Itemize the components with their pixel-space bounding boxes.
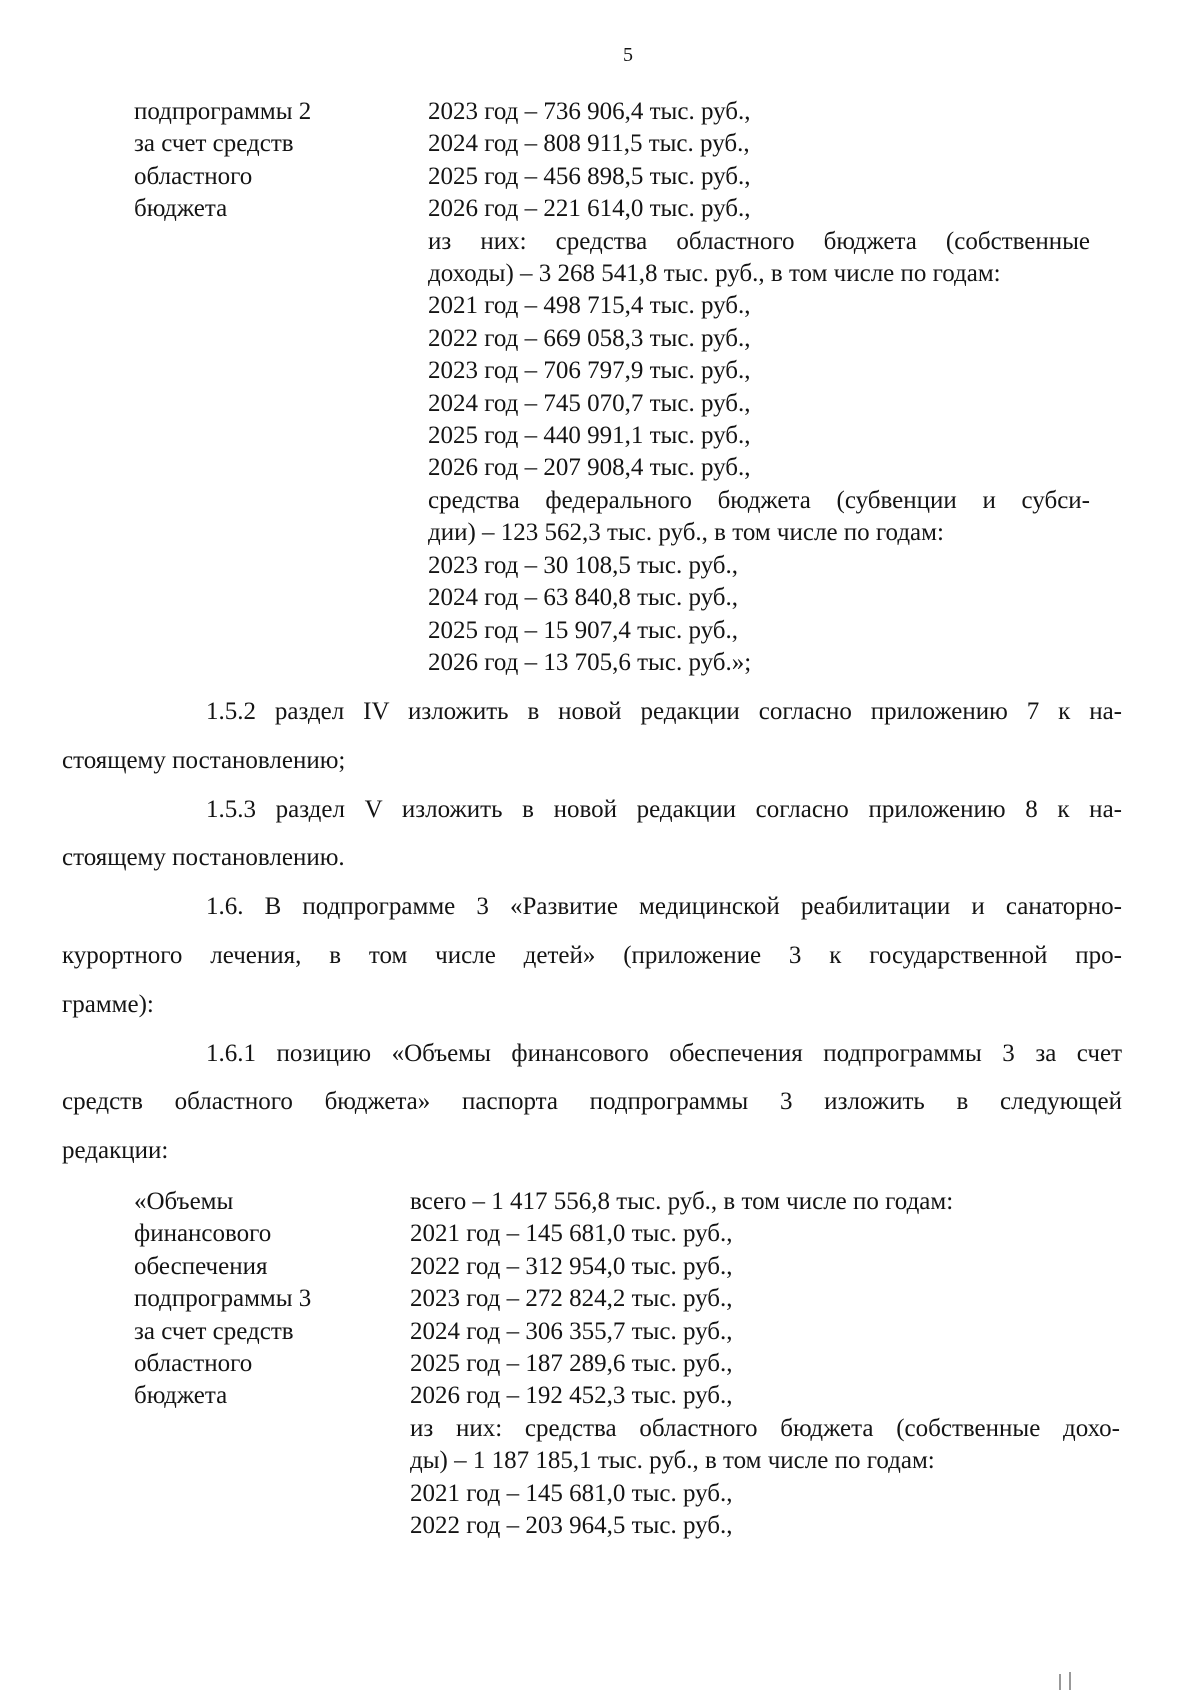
label-line: областного — [134, 162, 253, 190]
value-line: 2021 год – 145 681,0 тыс. руб., — [410, 1220, 733, 1248]
funding-block-label — [134, 96, 428, 679]
paragraph-line: стоящему постановлению; — [62, 746, 346, 774]
value-line: 2026 год – 192 452,3 тыс. руб., — [410, 1382, 733, 1410]
value-line: 2024 год – 745 070,7 тыс. руб., — [428, 389, 751, 417]
value-line: доходы) – 3 268 541,8 тыс. руб., в том числе по годам: — [428, 260, 1001, 288]
paragraph-1-6 — [62, 883, 1122, 1029]
value-line: 2023 год – 272 824,2 тыс. руб., — [410, 1285, 733, 1313]
value-line: средства федерального бюджета (субвенции и субси- — [428, 486, 1090, 514]
paragraph-line: 1.6. В подпрограмме 3 «Развитие медицинской реабилитации и санаторно- — [206, 893, 1122, 921]
value-line: 2023 год – 30 108,5 тыс. руб., — [428, 551, 739, 579]
value-line: 2025 год – 456 898,5 тыс. руб., — [428, 162, 751, 190]
label-line: подпрограммы 3 — [134, 1285, 312, 1313]
label-line: бюджета — [134, 195, 228, 223]
paragraph-line: стоящему постановлению. — [62, 844, 345, 872]
label-line: «Объемы — [134, 1188, 234, 1215]
value-line: 2023 год – 706 797,9 тыс. руб., — [428, 357, 751, 385]
value-line: 2026 год – 13 705,6 тыс. руб.»; — [428, 648, 752, 676]
value-line: из них: средства областного бюджета (собственные дохо- — [410, 1414, 1120, 1442]
value-line: 2026 год – 207 908,4 тыс. руб., — [428, 454, 751, 482]
funding-block-subprogram-3 — [134, 1186, 1120, 1542]
value-line: 2024 год – 63 840,8 тыс. руб., — [428, 584, 739, 612]
value-line: 2025 год – 15 907,4 тыс. руб., — [428, 616, 739, 644]
value-line: 2021 год – 498 715,4 тыс. руб., — [428, 292, 751, 320]
label-line: областного — [134, 1350, 253, 1378]
paragraph-line: грамме): — [62, 990, 154, 1018]
value-line: 2023 год – 736 906,4 тыс. руб., — [428, 98, 751, 125]
label-line: бюджета — [134, 1382, 228, 1410]
value-line: 2022 год – 669 058,3 тыс. руб., — [428, 324, 751, 352]
paragraph-1-5-3 — [62, 786, 1122, 884]
label-line: финансового — [134, 1220, 272, 1248]
paragraph-line: редакции: — [62, 1137, 169, 1165]
funding-block-values — [410, 1186, 1120, 1542]
value-line: всего – 1 417 556,8 тыс. руб., в том числе по годам: — [410, 1188, 954, 1215]
funding-block-label — [134, 1186, 410, 1542]
paragraph-line: 1.6.1 позицию «Объемы финансового обеспечения подпрограммы 3 за счет — [206, 1039, 1122, 1067]
value-line: ды) – 1 187 185,1 тыс. руб., в том числе по годам: — [410, 1447, 935, 1475]
funding-block-values — [428, 96, 1090, 679]
value-line: 2024 год – 306 355,7 тыс. руб., — [410, 1317, 733, 1345]
value-line: 2025 год – 187 289,6 тыс. руб., — [410, 1350, 733, 1378]
body-paragraphs — [62, 688, 1122, 1176]
value-line: 2024 год – 808 911,5 тыс. руб., — [428, 130, 750, 158]
value-line: 2026 год – 221 614,0 тыс. руб., — [428, 195, 751, 223]
paragraph-line: средств областного бюджета» паспорта подпрограммы 3 изложить в следующей — [62, 1088, 1122, 1116]
label-line: за счет средств — [134, 130, 294, 158]
value-line: 2021 год – 145 681,0 тыс. руб., — [410, 1479, 733, 1507]
scan-artifact-mark — [1056, 1670, 1076, 1690]
paragraph-line: 1.5.3 раздел V изложить в новой редакции согласно приложению 8 к на- — [206, 795, 1122, 823]
funding-block-subprogram-2 — [134, 96, 1090, 679]
paragraph-line: 1.5.2 раздел IV изложить в новой редакции согласно приложению 7 к на- — [206, 698, 1122, 725]
value-line: 2022 год – 203 964,5 тыс. руб., — [410, 1512, 733, 1540]
value-line: дии) – 123 562,3 тыс. руб., в том числе по годам: — [428, 519, 944, 547]
value-line: из них: средства областного бюджета (собственные — [428, 227, 1090, 255]
label-line: за счет средств — [134, 1317, 294, 1345]
page-number: 5 — [623, 44, 633, 66]
label-line: обеспечения — [134, 1252, 268, 1280]
paragraph-1-5-2 — [62, 688, 1122, 786]
paragraph-line: курортного лечения, в том числе детей» (приложение 3 к государственной про- — [62, 941, 1122, 969]
paragraph-1-6-1 — [62, 1030, 1122, 1176]
value-line: 2025 год – 440 991,1 тыс. руб., — [428, 422, 751, 450]
label-line: подпрограммы 2 — [134, 98, 312, 125]
value-line: 2022 год – 312 954,0 тыс. руб., — [410, 1252, 733, 1280]
